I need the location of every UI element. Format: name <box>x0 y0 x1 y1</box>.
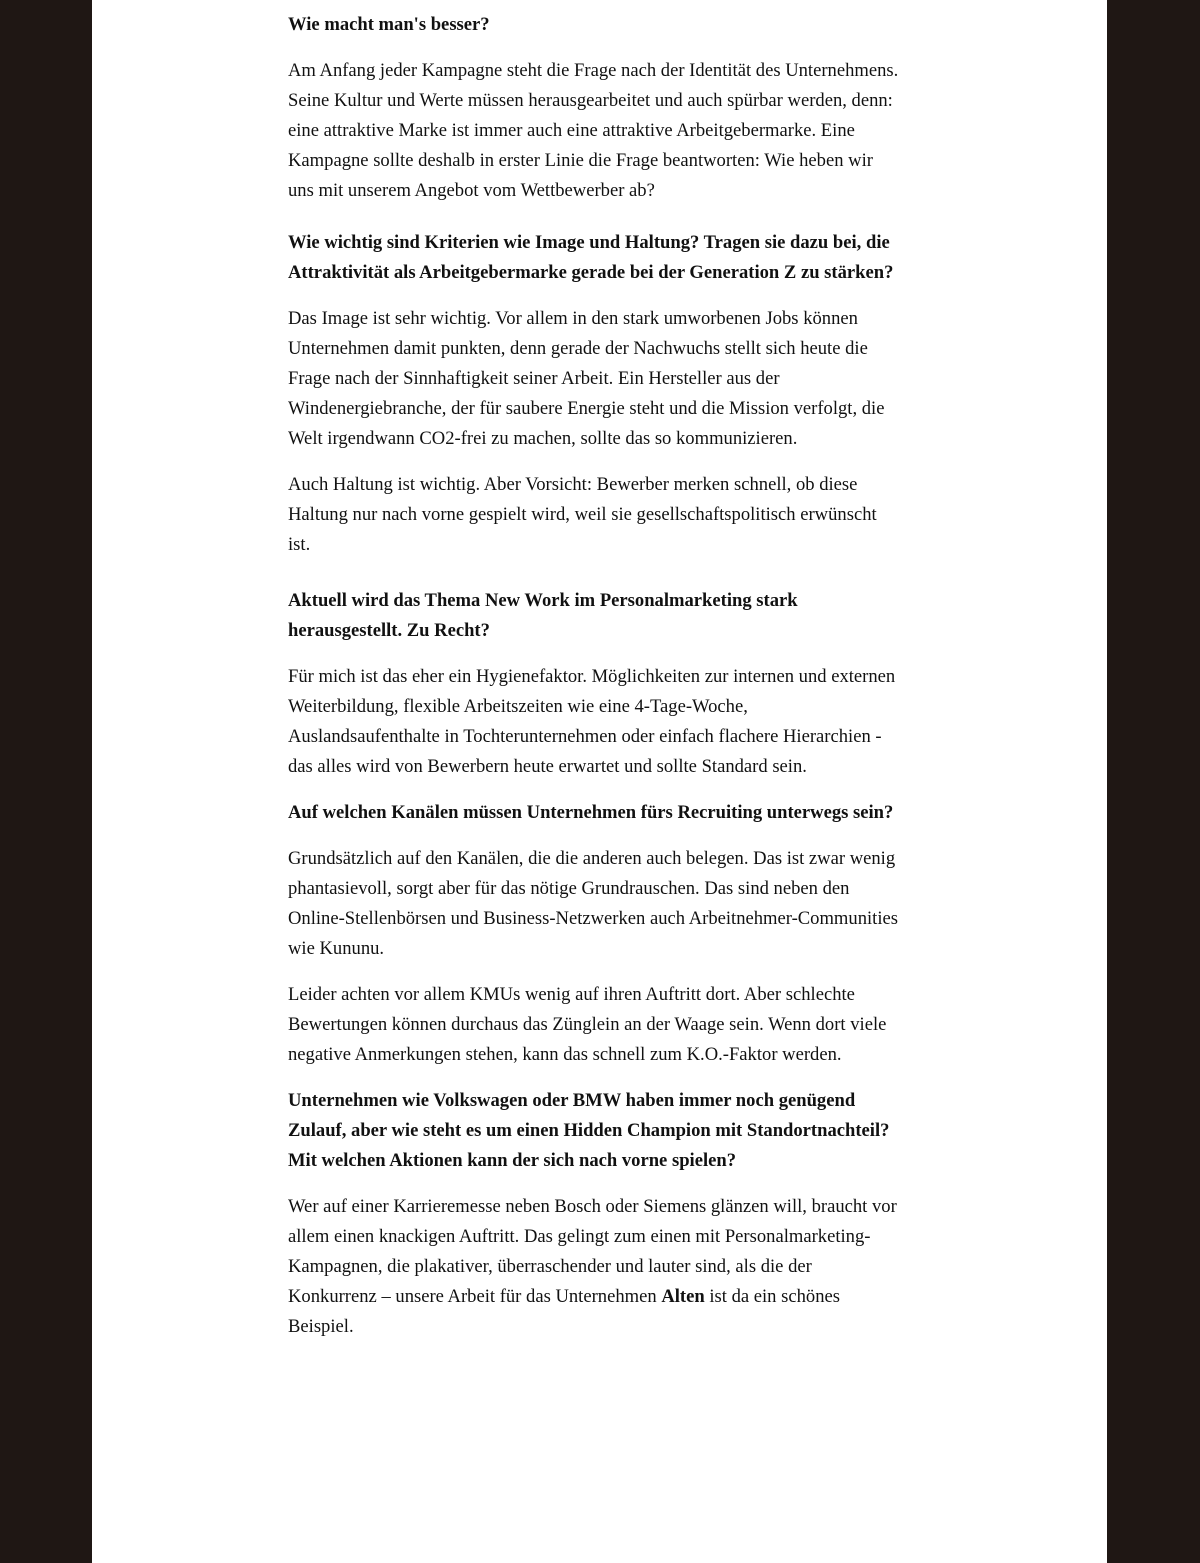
interview-question: Wie macht man's besser? <box>288 14 490 35</box>
interview-answer: Leider achten vor allem KMUs wenig auf ihren Auftritt dort. Aber schlechte Bewertungen können durchaus das Zünglein an der Waage sein. Wenn dort viele negative Anmerkungen stehen, kann das schnell zum K.O.-Faktor werden. <box>288 984 887 1065</box>
interview-answer: Am Anfang jeder Kampagne steht die Frage nach der Identität des Unternehmens. Seine Kultur und Werte müssen herausgearbeitet und auch spürbar werden, denn: eine attraktive Marke ist immer auch eine attraktive Arbeitgebermarke. Eine Kampagne sollte deshalb in erster Linie die Frage beantworten: Wie heben wir uns mit unserem Angebot vom Wettbewerber ab? <box>288 60 899 201</box>
interview-answer: Für mich ist das eher ein Hygienefaktor. Möglichkeiten zur internen und externen Weiterbildung, flexible Arbeitszeiten wie eine 4-Tage-Woche, Auslandsaufenthalte in Tochterunternehmen oder einfach flachere Hierarchien - das alles wird von Bewerbern heute erwartet und sollte Standard sein. <box>288 666 896 777</box>
interview-question: Unternehmen wie Volkswagen oder BMW haben immer noch genügend Zulauf, aber wie steht es um einen Hidden Champion mit Standortnachteil? Mit welchen Aktionen kann der sich nach vorne spielen? <box>288 1090 890 1171</box>
article-page <box>92 0 1107 1563</box>
interview-answer <box>288 1192 900 1342</box>
article-body <box>288 10 900 1342</box>
answer-text-before: Wer auf einer Karrieremesse neben Bosch oder Siemens glänzen will, braucht vor allem einen knackigen Auftritt. Das gelingt zum einen mit Personalmarketing-Kampagnen, die plakativer, überraschender und lauter sind, als die der Konkurrenz – unsere Arbeit für das Unternehmen <box>288 1196 897 1307</box>
company-name-alten: Alten <box>661 1286 705 1307</box>
interview-answer: Auch Haltung ist wichtig. Aber Vorsicht: Bewerber merken schnell, ob diese Haltung nur nach vorne gespielt wird, weil sie gesellschaftspolitisch erwünscht ist. <box>288 474 877 555</box>
interview-answer: Das Image ist sehr wichtig. Vor allem in den stark umworbenen Jobs können Unternehmen damit punkten, denn gerade der Nachwuchs stellt sich heute die Frage nach der Sinnhaftigkeit seiner Arbeit. Ein Hersteller aus der Windenergiebranche, der für saubere Energie steht und die Mission verfolgt, die Welt irgendwann CO2-frei zu machen, sollte das so kommunizieren. <box>288 308 885 449</box>
interview-answer: Grundsätzlich auf den Kanälen, die die anderen auch belegen. Das ist zwar wenig phantasievoll, sorgt aber für das nötige Grundrauschen. Das sind neben den Online-Stellenbörsen und Business-Netzwerken auch Arbeitnehmer-Communities wie Kununu. <box>288 848 898 959</box>
interview-question: Aktuell wird das Thema New Work im Personalmarketing stark herausgestellt. Zu Recht? <box>288 590 798 641</box>
interview-question: Wie wichtig sind Kriterien wie Image und Haltung? Tragen sie dazu bei, die Attraktivität als Arbeitgebermarke gerade bei der Generation Z zu stärken? <box>288 232 894 283</box>
interview-question: Auf welchen Kanälen müssen Unternehmen fürs Recruiting unterwegs sein? <box>288 802 894 823</box>
answer-text-after: ist da ein schönes Beispiel. <box>288 1286 840 1337</box>
